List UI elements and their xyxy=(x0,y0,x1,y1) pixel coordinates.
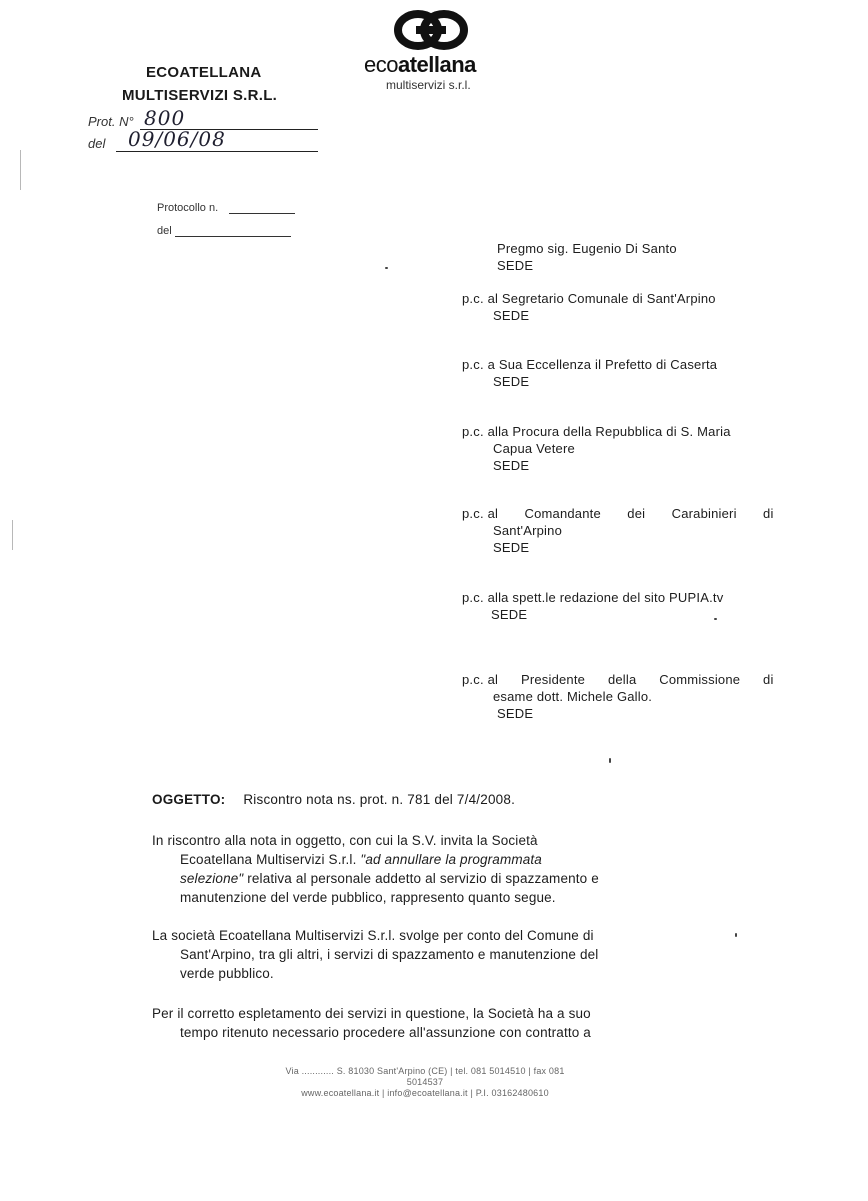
logo-subtitle: multiservizi s.r.l. xyxy=(386,78,471,92)
recipient-block xyxy=(462,423,784,474)
scan-speck xyxy=(714,618,717,620)
protocol-stamp xyxy=(88,62,328,162)
paragraph-line: La società Ecoatellana Multiservizi S.r.l. svolge per conto del Comune di xyxy=(152,928,594,943)
paragraph-line: manutenzione del verde pubblico, rappresento quanto segue. xyxy=(180,890,556,905)
recipient-block xyxy=(462,290,784,324)
recipient-sede: SEDE xyxy=(497,258,534,273)
stamp-company-line1: ECOATELLANA xyxy=(146,64,262,81)
paragraph-line: verde pubblico. xyxy=(180,966,274,981)
letterhead-footer xyxy=(280,1066,570,1099)
recipient-line: alla spett.le redazione del sito PUPIA.tv xyxy=(487,590,724,605)
recipient-line: al Comandante dei Carabinieri di xyxy=(487,506,774,521)
scan-speck xyxy=(609,758,611,763)
subject-label: OGGETTO: xyxy=(152,792,226,807)
stamp-prot-label: Prot. N° xyxy=(88,114,134,129)
company-logo xyxy=(364,10,504,90)
stamp-date-handwritten: 09/06/08 xyxy=(128,127,226,151)
recipient-line: Capua Vetere xyxy=(493,441,575,456)
body-paragraph xyxy=(152,1004,672,1042)
body-paragraph xyxy=(152,926,672,983)
stamp-company-line2: MULTISERVIZI S.R.L. xyxy=(122,87,278,104)
recipient-sede: SEDE xyxy=(493,458,530,473)
footer-line: Via ............ S. 81030 Sant'Arpino (CE) | tel. 081 5014510 | fax 081 5014537 xyxy=(285,1066,565,1087)
footer-line: www.ecoatellana.it | info@ecoatellana.it | P.I. 03162480610 xyxy=(301,1088,549,1098)
stamp-date-label: del xyxy=(88,136,106,151)
recipient-line: al Segretario Comunale di Sant'Arpino xyxy=(487,291,716,306)
stamp-prot-handwritten: 800 xyxy=(144,106,186,130)
recipient-line: esame dott. Michele Gallo. xyxy=(493,689,653,704)
recipient-line: Sant'Arpino xyxy=(493,523,563,538)
paragraph-line: In riscontro alla nota in oggetto, con cui la S.V. invita la Società xyxy=(152,833,538,848)
recipient-block xyxy=(462,671,784,722)
recipient-prefix: p.c. xyxy=(462,357,484,372)
body-paragraph xyxy=(152,831,672,907)
recipient-prefix: p.c. xyxy=(462,506,484,521)
recipient-block xyxy=(462,505,784,556)
recipient-sede: SEDE xyxy=(493,540,530,555)
chain-link-logo-icon xyxy=(394,10,468,50)
logo-wordmark: ecoatellana xyxy=(364,52,476,77)
subject-text: Riscontro nota ns. prot. n. 781 del 7/4/2008. xyxy=(243,792,516,807)
recipient-prefix: p.c. xyxy=(462,590,484,605)
subject-line xyxy=(152,792,515,807)
recipient-line: a Sua Eccellenza il Prefetto di Caserta xyxy=(487,357,718,372)
protocol-number-label: Protocollo n. xyxy=(157,202,219,214)
protocol-date-field xyxy=(157,225,172,237)
recipient-prefix: p.c. xyxy=(462,672,484,687)
recipient-prefix: p.c. xyxy=(462,291,484,306)
recipient-line: Pregmo sig. Eugenio Di Santo xyxy=(497,241,677,256)
paragraph-line: selezione" relativa al personale addetto al servizio di spazzamento e xyxy=(180,871,599,886)
stamp-date-row xyxy=(88,127,226,151)
protocol-date-label: del xyxy=(157,225,172,237)
scan-edge-mark xyxy=(20,150,21,190)
stamp-prot-row xyxy=(88,106,186,130)
recipient-sede: SEDE xyxy=(497,706,534,721)
scan-speck xyxy=(735,933,737,937)
protocol-number-field xyxy=(157,202,218,214)
paragraph-line: Ecoatellana Multiservizi S.r.l. "ad annullare la programmata xyxy=(180,852,542,867)
paragraph-line: tempo ritenuto necessario procedere all'assunzione con contratto a xyxy=(180,1025,591,1040)
recipient-sede: SEDE xyxy=(493,308,530,323)
recipient-line: al Presidente della Commissione di xyxy=(487,672,774,687)
recipient-block xyxy=(462,356,784,390)
scan-speck xyxy=(385,267,388,269)
scan-edge-mark xyxy=(12,520,13,550)
paragraph-line: Per il corretto espletamento dei servizi in questione, la Società ha a suo xyxy=(152,1006,591,1021)
recipient-block xyxy=(462,589,784,623)
recipient-sede: SEDE xyxy=(493,374,530,389)
paragraph-line: Sant'Arpino, tra gli altri, i servizi di spazzamento e manutenzione del xyxy=(180,947,599,962)
recipient-line: alla Procura della Repubblica di S. Maria xyxy=(487,424,731,439)
recipient-prefix: p.c. xyxy=(462,424,484,439)
recipient-block xyxy=(497,240,677,274)
recipient-sede: SEDE xyxy=(491,607,528,622)
